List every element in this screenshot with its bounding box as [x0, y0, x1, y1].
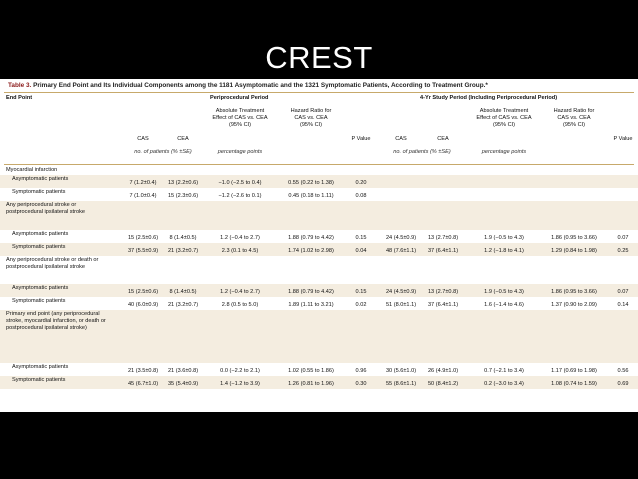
header-abs-effect-3-4yr: (95% CI)	[492, 122, 516, 128]
group-row	[0, 166, 638, 175]
table-cell: 21 (3.6±0.8)	[167, 368, 199, 374]
header-abs-effect-2-4yr: Effect of CAS vs. CEA	[476, 115, 532, 121]
table-cell: −1.0 (−2.5 to 0.4)	[218, 180, 262, 186]
row-label: Asymptomatic patients	[12, 176, 69, 182]
table-cell: 24 (4.5±0.9)	[385, 235, 417, 241]
table-row	[0, 230, 638, 243]
table-cell: 1.74 (1.02 to 2.98)	[288, 248, 334, 254]
table-cell: 1.08 (0.74 to 1.59)	[551, 381, 597, 387]
group-row	[0, 201, 638, 230]
header-hr-3: (95% CI)	[299, 122, 323, 128]
table-cell: 1.6 (−1.4 to 4.6)	[484, 302, 524, 308]
table-cell: 7 (1.0±0.4)	[129, 193, 157, 199]
table-cell: 0.14	[617, 302, 629, 308]
table-cell: 1.29 (0.84 to 1.98)	[551, 248, 597, 254]
table-cell: −1.2 (−2.6 to 0.1)	[218, 193, 262, 199]
header-end-point: End Point	[6, 95, 33, 101]
row-label: Symptomatic patients	[12, 189, 66, 195]
table-cell: 8 (1.4±0.5)	[169, 235, 197, 241]
header-four-year-period: 4-Yr Study Period (Including Periprocedural Period)	[420, 95, 558, 101]
table-cell: 1.4 (−1.2 to 3.9)	[220, 381, 260, 387]
header-hr-1-4yr: Hazard Ratio for	[553, 108, 595, 114]
table-cell: 15 (2.3±0.6)	[167, 193, 199, 199]
table-cell: 0.25	[617, 248, 629, 254]
header-periprocedural-period: Periprocedural Period	[210, 95, 269, 101]
table-row	[0, 175, 638, 188]
group-row	[0, 310, 638, 363]
table-cell: 21 (3.5±0.8)	[127, 368, 159, 374]
row-label: Asymptomatic patients	[12, 231, 69, 237]
row-label: Symptomatic patients	[12, 244, 66, 250]
table-caption	[8, 81, 634, 91]
table-cell: 26 (4.9±1.0)	[427, 368, 459, 374]
table-caption-label: Table 3.	[8, 82, 32, 89]
table-cell: 13 (2.7±0.8)	[427, 289, 459, 295]
table-cell: 1.17 (0.69 to 1.98)	[551, 368, 597, 374]
table-row	[0, 376, 638, 389]
table-cell: 40 (6.0±0.9)	[127, 302, 159, 308]
table-cell: 7 (1.2±0.4)	[129, 180, 157, 186]
header-unit-patients-4yr: no. of patients (% ±SE)	[393, 149, 451, 155]
table-row	[0, 188, 638, 201]
table-cell: 50 (8.4±1.2)	[427, 381, 459, 387]
table-cell: 35 (5.4±0.9)	[167, 381, 199, 387]
table-cell: 0.96	[355, 368, 367, 374]
table-cell: 15 (2.5±0.6)	[127, 235, 159, 241]
table-cell: 2.3 (0.1 to 4.5)	[221, 248, 259, 254]
header-hr-2: CAS vs. CEA	[294, 115, 328, 121]
table-cell: 0.55 (0.22 to 1.38)	[288, 180, 334, 186]
table-cell: 37 (6.4±1.1)	[427, 302, 459, 308]
table-cell: 0.02	[355, 302, 367, 308]
group-label: Primary end point (any periprocedural stroke, myocardial infarction, or death or postprocedural ipsilateral stroke)	[6, 311, 106, 331]
table-cell: 24 (4.5±0.9)	[385, 289, 417, 295]
table-cell: 0.20	[355, 180, 367, 186]
table-row	[0, 284, 638, 297]
caption-divider	[4, 92, 634, 93]
header-hr-2-4yr: CAS vs. CEA	[557, 115, 591, 121]
header-unit-points-peri: percentage points	[217, 149, 263, 155]
header-cas-peri: CAS	[137, 136, 149, 142]
table-row	[0, 363, 638, 376]
table-cell: 0.07	[617, 235, 629, 241]
header-hr-3-4yr: (95% CI)	[562, 122, 586, 128]
table-cell: 1.88 (0.79 to 4.42)	[288, 289, 334, 295]
table-cell: 0.04	[355, 248, 367, 254]
table-cell: 0.30	[355, 381, 367, 387]
table-cell: 0.0 (−2.2 to 2.1)	[220, 368, 260, 374]
header-p-value-4yr: P Value	[613, 136, 633, 142]
table-caption-text: Primary End Point and Its Individual Components among the 1181 Asymptomatic and the 1321 Symptomatic Patients, According to Treatment Group.*	[33, 82, 488, 89]
table-cell: 51 (8.0±1.1)	[385, 302, 417, 308]
table-cell: 0.15	[355, 235, 367, 241]
header-unit-points-4yr: percentage points	[481, 149, 527, 155]
header-p-value-peri: P Value	[351, 136, 371, 142]
table-cell: 0.56	[617, 368, 629, 374]
table-cell: 55 (8.6±1.1)	[385, 381, 417, 387]
row-label: Asymptomatic patients	[12, 285, 69, 291]
table-row	[0, 297, 638, 310]
table-cell: 1.26 (0.81 to 1.96)	[288, 381, 334, 387]
table-cell: 48 (7.6±1.1)	[385, 248, 417, 254]
table-row	[0, 243, 638, 256]
header-cea-4yr: CEA	[437, 136, 449, 142]
header-cea-peri: CEA	[177, 136, 189, 142]
table-cell: 8 (1.4±0.5)	[169, 289, 197, 295]
table-cell: 1.2 (−0.4 to 2.7)	[220, 235, 260, 241]
table-cell: 37 (6.4±1.1)	[427, 248, 459, 254]
table-cell: 0.08	[355, 193, 367, 199]
table-cell: 13 (2.7±0.8)	[427, 235, 459, 241]
table-cell: 13 (2.2±0.6)	[167, 180, 199, 186]
header-abs-effect-1-4yr: Absolute Treatment	[479, 108, 529, 114]
table-cell: 21 (3.2±0.7)	[167, 302, 199, 308]
table-cell: 15 (2.5±0.6)	[127, 289, 159, 295]
table-cell: 1.2 (−1.8 to 4.1)	[484, 248, 524, 254]
table-cell: 0.2 (−3.0 to 3.4)	[484, 381, 524, 387]
header-hr-1: Hazard Ratio for	[290, 108, 332, 114]
table-cell: 2.8 (0.5 to 5.0)	[221, 302, 259, 308]
table-cell: 1.9 (−0.5 to 4.3)	[484, 235, 524, 241]
group-label: Any periprocedural stroke or death or postprocedural ipsilateral stroke	[6, 257, 99, 270]
table-cell: 1.2 (−0.4 to 2.7)	[220, 289, 260, 295]
table-cell: 0.07	[617, 289, 629, 295]
group-label: Myocardial infarction	[6, 167, 58, 173]
table-cell: 1.88 (0.79 to 4.42)	[288, 235, 334, 241]
header-abs-effect-2: Effect of CAS vs. CEA	[212, 115, 268, 121]
group-row	[0, 256, 638, 284]
table-cell: 21 (3.2±0.7)	[167, 248, 199, 254]
table-cell: 37 (5.5±0.9)	[127, 248, 159, 254]
group-label: Any periprocedural stroke or postprocedural ipsilateral stroke	[6, 202, 85, 215]
table-cell: 0.15	[355, 289, 367, 295]
header-unit-patients-peri: no. of patients (% ±SE)	[134, 149, 192, 155]
table-figure	[0, 79, 638, 412]
header-abs-effect-3: (95% CI)	[228, 122, 252, 128]
table-cell: 0.69	[617, 381, 629, 387]
row-label: Symptomatic patients	[12, 377, 66, 383]
header-abs-effect-1: Absolute Treatment	[215, 108, 265, 114]
table-cell: 0.7 (−2.1 to 3.4)	[484, 368, 524, 374]
header-cas-4yr: CAS	[395, 136, 407, 142]
table-cell: 1.86 (0.95 to 3.66)	[551, 235, 597, 241]
table-cell: 1.89 (1.11 to 3.21)	[288, 302, 334, 308]
table-cell: 1.37 (0.90 to 2.09)	[551, 302, 597, 308]
table-cell: 1.86 (0.95 to 3.66)	[551, 289, 597, 295]
row-label: Symptomatic patients	[12, 298, 66, 304]
table-cell: 45 (6.7±1.0)	[127, 381, 159, 387]
row-label: Asymptomatic patients	[12, 364, 69, 370]
table-cell: 30 (5.6±1.0)	[385, 368, 417, 374]
table-cell: 1.9 (−0.5 to 4.3)	[484, 289, 524, 295]
header-divider	[4, 164, 634, 165]
table-cell: 1.02 (0.55 to 1.86)	[288, 368, 334, 374]
slide-title: CREST	[265, 40, 373, 75]
table-cell: 0.45 (0.18 to 1.11)	[288, 193, 334, 199]
